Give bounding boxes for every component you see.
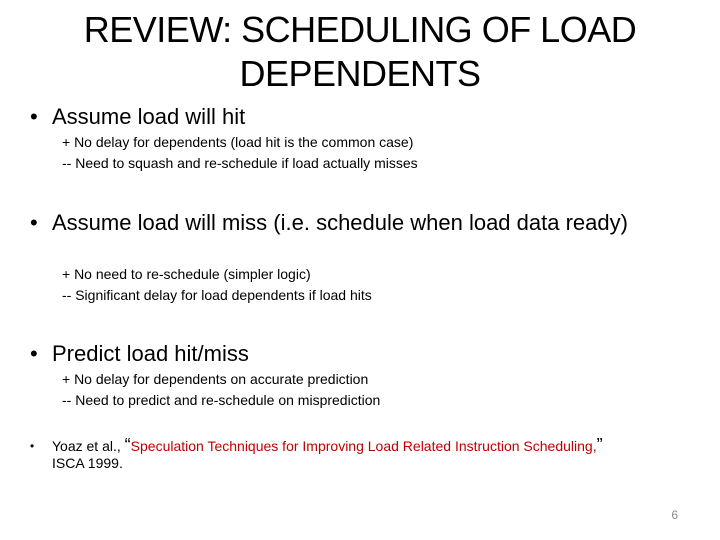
open-quote: “ [124,435,131,455]
sub-point-pro: + No delay for dependents on accurate prediction [62,371,369,387]
slide-title [40,8,680,96]
bullet-dot: • [30,104,38,129]
bullet-dot: • [30,439,35,453]
reference-venue: ISCA 1999. [52,455,123,471]
reference-text [30,435,690,472]
bullet-text: Assume load will hit [52,104,246,129]
sub-point-pro: + No need to re-schedule (simpler logic) [62,266,311,282]
sub-point-con: -- Need to predict and re-schedule on misprediction [62,392,381,408]
bullet-assume-miss [30,210,650,236]
title-line-2: DEPENDENTS [239,53,481,94]
sub-points-assume-miss [62,264,372,306]
close-quote: ” [596,435,603,455]
sub-point-pro: + No delay for dependents (load hit is the common case) [62,134,414,150]
sub-points-assume-hit [62,132,418,174]
page-number: 6 [671,508,678,522]
reference-comma: , [592,438,597,454]
bullet-dot: • [30,341,38,366]
bullet-predict [30,341,249,367]
sub-point-con: -- Need to squash and re-schedule if load actually misses [62,155,418,171]
title-line-1: REVIEW: SCHEDULING OF LOAD [83,9,637,50]
sub-point-con: -- Significant delay for load dependents if load hits [62,287,372,303]
bullet-text: Predict load hit/miss [52,341,249,366]
reference-title: Speculation Techniques for Improving Load Related Instruction Scheduling [130,438,593,454]
reference-bullet [30,435,690,472]
sub-points-predict [62,369,380,411]
bullet-dot: • [30,210,38,235]
reference-authors: Yoaz et al., [52,438,125,454]
bullet-assume-hit [30,104,245,130]
bullet-text: Assume load will miss (i.e. schedule when load data ready) [52,210,628,235]
